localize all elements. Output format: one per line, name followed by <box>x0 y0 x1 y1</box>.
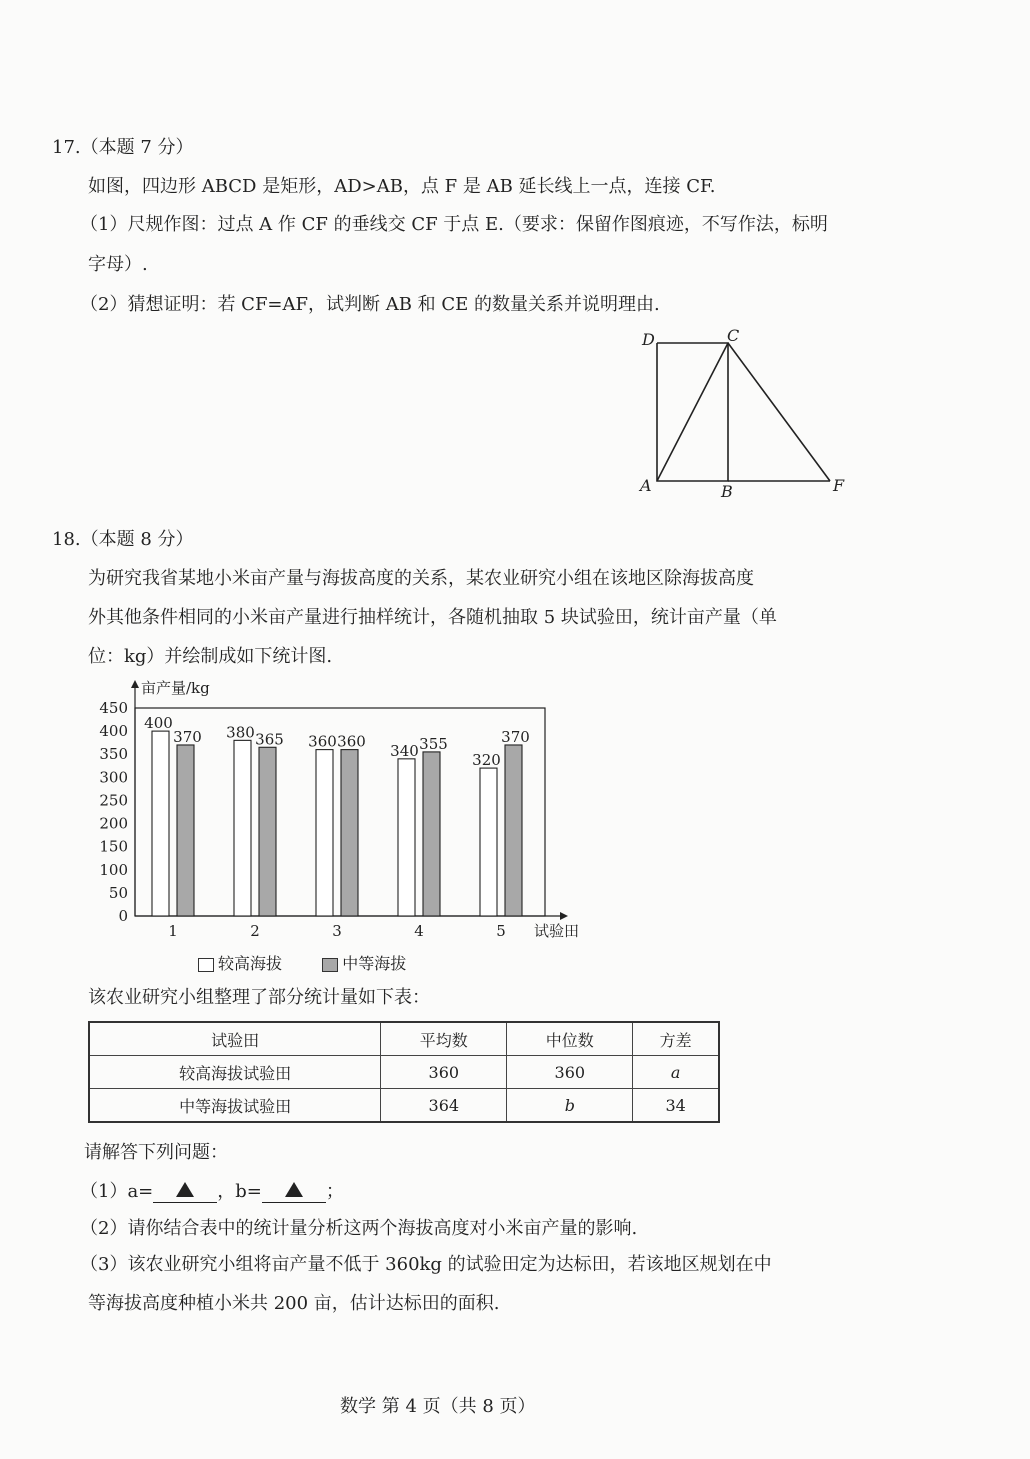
legend-swatch-high <box>198 958 214 972</box>
triangle-icon <box>285 1182 303 1197</box>
bar-series-2 <box>505 745 522 916</box>
label-c: C <box>727 326 740 345</box>
y-tick-label: 200 <box>99 814 128 833</box>
y-tick-label: 0 <box>118 907 128 925</box>
bar-series-2 <box>177 745 194 916</box>
x-tick-label: 3 <box>332 922 342 940</box>
q17-part2: （2）猜想证明：若 CF=AF，试判断 AB 和 CE 的数量关系并说明理由. <box>80 294 660 315</box>
y-axis-title: 亩产量/kg <box>141 679 210 697</box>
bar-data-label: 380 <box>226 723 255 742</box>
label-a: A <box>640 476 652 495</box>
table-header-row <box>89 1022 719 1056</box>
q18-q1 <box>80 1180 344 1205</box>
bar-series-2 <box>259 747 276 916</box>
q18-intro-line2: 外其他条件相同的小米亩产量进行抽样统计，各随机抽取 5 块试验田，统计亩产量（单 <box>88 607 777 628</box>
table-cell: 较高海拔试验田 <box>89 1056 381 1089</box>
table-header-cell: 中位数 <box>507 1022 633 1056</box>
q18-q2: （2）请你结合表中的统计量分析这两个海拔高度对小米亩产量的影响. <box>80 1218 638 1239</box>
x-tick-label: 4 <box>414 922 424 940</box>
bar-data-label: 360 <box>308 732 337 751</box>
q18-table-intro: 该农业研究小组整理了部分统计量如下表： <box>88 987 430 1008</box>
bar-series-1 <box>152 731 169 916</box>
table-row <box>89 1056 719 1089</box>
q17-intro: 如图，四边形 ABCD 是矩形，AD>AB，点 F 是 AB 延长线上一点，连接 CF. <box>88 176 716 197</box>
y-tick-label: 50 <box>108 883 128 902</box>
legend-swatch-medium <box>322 958 338 972</box>
x-axis-arrow <box>560 912 568 920</box>
y-tick-label: 150 <box>99 837 128 856</box>
q18-intro-line1: 为研究我省某地小米亩产量与海拔高度的关系，某农业研究小组在该地区除海拔高度 <box>88 568 754 589</box>
x-tick-label: 2 <box>250 922 260 940</box>
q1-end: ； <box>325 1181 344 1202</box>
y-tick-label: 450 <box>99 699 128 717</box>
y-tick-label: 100 <box>99 860 128 879</box>
table-header-cell: 方差 <box>633 1022 719 1056</box>
bar-data-label: 400 <box>144 714 173 733</box>
bar-series-1 <box>316 750 333 916</box>
bar-series-1 <box>234 740 251 916</box>
bar-data-label: 365 <box>255 730 284 749</box>
bar-series-1 <box>480 768 497 916</box>
y-tick-label: 250 <box>99 791 128 810</box>
bar-series-2 <box>423 752 440 916</box>
bar-data-label: 370 <box>501 727 530 746</box>
table-cell: 360 <box>507 1056 633 1089</box>
table-cell: 34 <box>633 1089 719 1123</box>
y-tick-label: 300 <box>99 768 128 787</box>
bar-series-2 <box>341 750 358 916</box>
chart-legend <box>198 952 406 976</box>
q18-intro-line3: 位：kg）并绘制成如下统计图. <box>88 646 333 667</box>
y-tick-label: 400 <box>99 722 128 741</box>
label-d: D <box>642 330 655 349</box>
legend-label-medium: 中等海拔 <box>342 954 407 973</box>
table-cell: b <box>507 1089 633 1123</box>
table-cell: 364 <box>381 1089 507 1123</box>
page-footer: 数学 第 4 页（共 8 页） <box>340 1396 536 1417</box>
bar-data-label: 320 <box>472 751 501 770</box>
y-tick-label: 350 <box>99 745 128 764</box>
bar-data-label: 355 <box>419 734 448 753</box>
x-tick-label: 1 <box>168 922 178 940</box>
triangle-icon <box>176 1182 194 1197</box>
x-axis-title: 试验田 <box>534 922 580 940</box>
legend-label-high: 较高海拔 <box>218 954 283 973</box>
x-tick-label: 5 <box>496 922 506 940</box>
answer-blank-b[interactable] <box>262 1178 326 1203</box>
q18-q3-line1: （3）该农业研究小组将亩产量不低于 360kg 的试验田定为达标田，若该地区规划在中 <box>80 1254 772 1275</box>
table-cell: 中等海拔试验田 <box>89 1089 381 1123</box>
label-b: B <box>721 482 733 501</box>
bar-data-label: 360 <box>337 732 366 751</box>
q18-q3-line2: 等海拔高度种植小米共 200 亩，估计达标田的面积. <box>88 1293 500 1314</box>
bar-data-label: 370 <box>173 727 202 746</box>
statistics-table <box>88 1021 720 1123</box>
yield-bar-chart <box>90 672 610 982</box>
bar-series-1 <box>398 759 415 916</box>
q18-questions-intro: 请解答下列问题： <box>84 1142 228 1163</box>
q17-part1-line1: （1）尺规作图：过点 A 作 CF 的垂线交 CF 于点 E.（要求：保留作图痕迹，不写作法，标明 <box>80 214 828 235</box>
q17-part1-line2: 字母）. <box>88 254 148 275</box>
y-axis-arrow <box>131 680 139 688</box>
q1-b-label: ，b= <box>217 1181 262 1202</box>
answer-blank-a[interactable] <box>153 1178 217 1203</box>
table-cell: 360 <box>381 1056 507 1089</box>
bar-data-label: 340 <box>390 741 419 760</box>
q17-rectangle-figure <box>630 325 860 505</box>
table-cell: a <box>633 1056 719 1089</box>
q18-header: 18.（本题 8 分） <box>52 529 194 550</box>
table-header-cell: 试验田 <box>89 1022 381 1056</box>
table-header-cell: 平均数 <box>381 1022 507 1056</box>
table-row <box>89 1089 719 1123</box>
q17-header: 17.（本题 7 分） <box>52 137 194 158</box>
q1-a-label: （1）a= <box>80 1181 154 1202</box>
label-f: F <box>833 476 845 495</box>
